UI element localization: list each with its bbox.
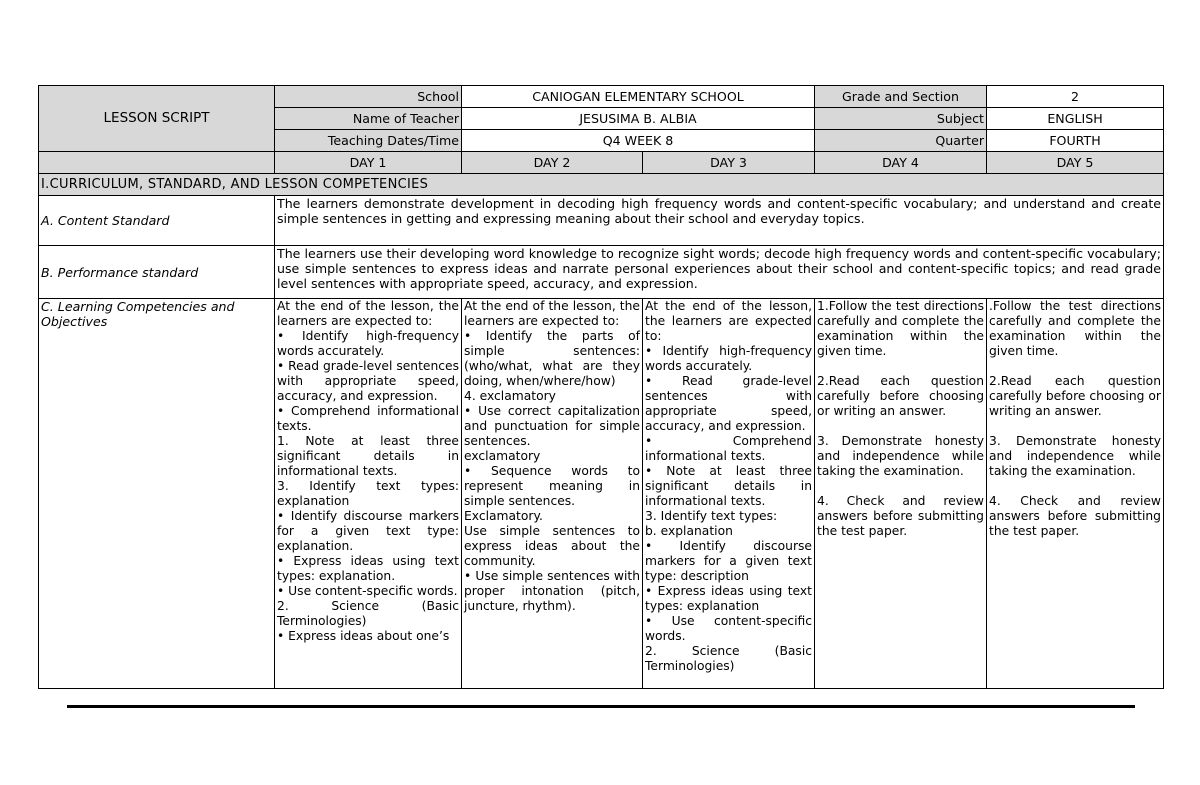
day-4-header: DAY 4 — [815, 152, 987, 174]
section-curriculum-heading: I.CURRICULUM, STANDARD, AND LESSON COMPETENCIES — [39, 174, 1164, 196]
subject-value: ENGLISH — [987, 108, 1164, 130]
page-bottom-rule — [67, 705, 1135, 708]
competencies-day-1: At the end of the lesson, the learners are expected to: • Identify high-frequency words accurately. • Read grade-level sentences with appropriate speed, accuracy, and expression. • Comprehend informational texts. 1. Note at least three significant details in informational texts. 3. Identify text types: explanation • Identify discourse markers for a given text type: explanation. • Express ideas using text types: explanation. • Use content-specific words. 2. Science (Basic Terminologies) • Express ideas about one’s — [275, 299, 462, 689]
page-bottom-rule-mark — [512, 707, 564, 708]
teacher-value: JESUSIMA B. ALBIA — [462, 108, 815, 130]
grade-section-label: Grade and Section — [815, 86, 987, 108]
grade-section-value: 2 — [987, 86, 1164, 108]
dates-value: Q4 WEEK 8 — [462, 130, 815, 152]
quarter-value: FOURTH — [987, 130, 1164, 152]
day-3-header: DAY 3 — [643, 152, 815, 174]
teacher-label: Name of Teacher — [275, 108, 462, 130]
performance-standard-label: B. Performance standard — [39, 246, 275, 299]
competencies-day-4: 1.Follow the test directions carefully and complete the examination within the given time. 2.Read each question carefully before choosing or writing an answer. 3. Demonstrate honesty and independence while taking the examination. 4. Check and review answers before submitting the test paper. — [815, 299, 987, 689]
day-1-header: DAY 1 — [275, 152, 462, 174]
lesson-script-title: LESSON SCRIPT — [39, 86, 275, 152]
quarter-label: Quarter — [815, 130, 987, 152]
competencies-label: C. Learning Competencies and Objectives — [39, 299, 275, 689]
competencies-day-2: At the end of the lesson, the learners are expected to: • Identify the parts of simple sentences: (who/what, what are they doing, when/where/how) 4. exclamatory • Use correct capitalization and punctuation for simple sentences. exclamatory • Sequence words to represent meaning in simple sentences. Exclamatory. Use simple sentences to express ideas about the community. • Use simple sentences with proper intonation (pitch, juncture, rhythm). — [462, 299, 643, 689]
school-value: CANIOGAN ELEMENTARY SCHOOL — [462, 86, 815, 108]
day-2-header: DAY 2 — [462, 152, 643, 174]
day-5-header: DAY 5 — [987, 152, 1164, 174]
competencies-day-3: At the end of the lesson, the learners are expected to: • Identify high-frequency words accurately. • Read grade-level sentences with appropriate speed, accuracy, and expression. • Comprehend informational texts. • Note at least three significant details in informational texts. 3. Identify text types: b. explanation • Identify discourse markers for a given text type: description • Express ideas using text types: explanation • Use content-specific words. 2. Science (Basic Terminologies) — [643, 299, 815, 689]
content-standard-label: A. Content Standard — [39, 196, 275, 246]
competencies-day-5: .Follow the test directions carefully and complete the examination within the given time. 2.Read each question carefully before choosing or writing an answer. 3. Demonstrate honesty and independence while taking the examination. 4. Check and review answers before submitting the test paper. — [987, 299, 1164, 689]
performance-standard-text: The learners use their developing word knowledge to recognize sight words; decode high frequency words and content-specific vocabulary; use simple sentences to express ideas and narrate personal experiences about their school and content-specific topics; and read grade level sentences with appropriate speed, accuracy, and expression. — [275, 246, 1164, 299]
day-header-blank — [39, 152, 275, 174]
dates-label: Teaching Dates/Time — [275, 130, 462, 152]
subject-label: Subject — [815, 108, 987, 130]
school-label: School — [275, 86, 462, 108]
content-standard-text: The learners demonstrate development in decoding high frequency words and content-specific vocabulary; and understand and create simple sentences in getting and expressing meaning about their school and everyday topics. — [275, 196, 1164, 246]
day-header-row — [39, 152, 1164, 174]
lesson-script-table — [38, 85, 1164, 689]
